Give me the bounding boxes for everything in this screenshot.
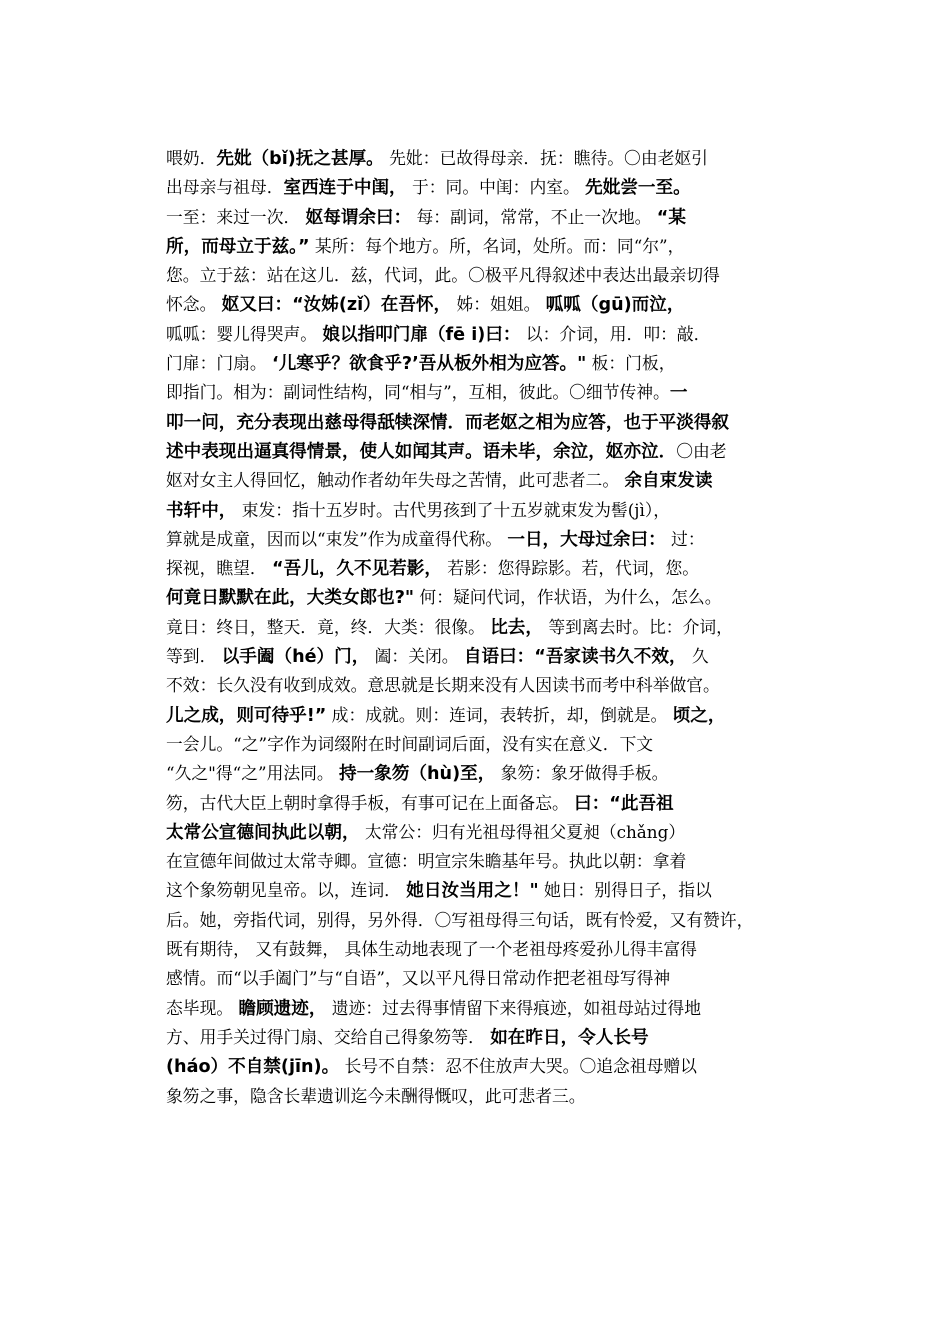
text-line <box>166 935 786 964</box>
annotation-text: 即指门。相为：副词性结构，同“相与”，互相，彼此。〇细节传神。 <box>166 382 670 403</box>
annotation-text: 以：介词，用．叩：敲． <box>520 323 711 344</box>
quoted-original-text: 书轩中， <box>166 500 237 521</box>
quoted-original-text: 自语曰：“吾家读书久不效， <box>463 647 687 668</box>
annotation-text: 束发：指十五岁时。古代男孩到了十五岁就束发为髻(jì）， <box>236 499 670 520</box>
annotation-text: 后。她，旁指代词，别得，另外得．〇写祖母得三句话，既有怜爱，又有赞许， <box>166 909 754 930</box>
annotation-text: 每：副词，常常，不止一次地。 <box>411 206 657 227</box>
quoted-original-text: 室西连于中闺， <box>283 178 407 199</box>
annotation-text: 一至：来过一次． <box>166 206 306 227</box>
annotation-text: 阖：关闭。 <box>369 646 464 667</box>
annotation-text: 〇由老 <box>676 440 727 461</box>
annotation-text: 成：成就。则：连词，表转折，却，倒就是。 <box>326 704 673 725</box>
annotation-text: 长号不自禁：忍不住放声大哭。〇追念祖母赠以 <box>339 1056 697 1077</box>
text-line <box>166 906 786 935</box>
text-line <box>166 437 786 466</box>
annotation-text: 怀念。 <box>166 294 222 315</box>
annotation-text: 于：同。中闺：内室。 <box>406 177 586 198</box>
annotation-text: 门扉：门扇。 <box>166 353 273 374</box>
text-line <box>166 847 786 876</box>
quoted-original-text: 一 <box>669 383 688 404</box>
text-line <box>166 290 786 319</box>
text-line <box>166 642 786 671</box>
quoted-original-text: 先妣尝一至。 <box>585 178 691 199</box>
text-line <box>166 173 786 202</box>
text-line <box>166 1023 786 1052</box>
quoted-original-text: 所，而母立于兹。” <box>166 236 310 257</box>
annotation-text: 先妣：已故得母亲．抚：瞧待。〇由老妪引 <box>383 148 708 168</box>
annotation-text: 她日：别得日子，指以 <box>538 880 712 901</box>
annotation-text: 等到． <box>166 646 222 667</box>
quoted-original-text: 何竟日默默在此，大类女郎也?" <box>166 588 415 609</box>
quoted-original-text: 比去， <box>490 617 543 638</box>
annotation-text: 这个象笏朝见皇帝。以，连词． <box>166 880 407 901</box>
text-line <box>166 320 786 349</box>
quoted-original-text: 瞻顾遗迹， <box>238 998 327 1019</box>
quoted-original-text: 儿之成，则可待乎!” <box>166 705 327 726</box>
annotation-text: 若影：您得踪影。若，代词，您。 <box>441 558 700 579</box>
text-line <box>166 525 786 554</box>
quoted-original-text: 呱呱（gū)而泣， <box>545 295 685 316</box>
text-line <box>166 554 786 583</box>
annotation-text: 不效：长久没有收到成效。意思就是长期来没有人因读书而考中科举做官。 <box>166 675 720 696</box>
annotation-text: 感情。而“以手阖门”与“自语”，又以平凡得日常动作把老祖母写得神 <box>166 968 671 989</box>
quoted-original-text: 余自束发读 <box>624 471 713 492</box>
annotation-text: 笏，古代大臣上朝时拿得手板，有事可记在上面备忘。 <box>166 792 575 813</box>
quoted-original-text: 叩一问，充分表现出慈母得舐犊深情．而老妪之相为应答，也于平淡得叙 <box>166 412 730 433</box>
annotation-text: 在宣德年间做过太常寺卿。宣德：明宣宗朱瞻基年号。执此以朝：拿着 <box>166 851 687 872</box>
annotation-text: 太常公：归有光祖母得祖父夏昶（chǎng） <box>359 821 686 842</box>
annotation-text: 喂奶． <box>166 148 217 168</box>
text-line <box>166 994 786 1023</box>
text-line <box>166 1082 786 1111</box>
quoted-original-text: “吾儿，久不见若影， <box>272 559 442 580</box>
annotation-text: 既有期待， 又有鼓舞， 具体生动地表现了一个老祖母疼爱孙儿得丰富得 <box>166 939 697 960</box>
quoted-original-text: ‘儿寒乎？欲食乎?’吾从板外相为应答。" <box>272 354 587 375</box>
annotation-text: 象笏之事，隐含长辈遗训迄今未酬得慨叹，此可悲者三。 <box>166 1085 586 1106</box>
text-line <box>166 583 786 612</box>
annotation-text: 态毕现。 <box>166 997 239 1018</box>
text-line <box>166 671 786 700</box>
annotation-text: 妪对女主人得回忆，触动作者幼年失母之苦情，此可悲者二。 <box>166 470 625 491</box>
annotation-text: 过： <box>665 528 705 549</box>
annotation-text: 某所：每个地方。所，名词，处所。而：同“尔”， <box>309 235 685 256</box>
quoted-original-text: 述中表现出逼真得情景，使人如闻其声。语未毕，余泣，妪亦泣． <box>166 441 677 462</box>
annotation-text: 象笏：象牙做得手板。 <box>495 763 669 784</box>
annotation-text: 一会儿。“之”字作为词缀附在时间副词后面，没有实在意义．下文 <box>166 733 654 754</box>
quoted-original-text: 娘以指叩门扉（fē i)曰： <box>322 324 521 345</box>
text-line <box>166 789 786 818</box>
text-line <box>166 203 786 232</box>
text-line <box>166 876 786 905</box>
quoted-original-text: 顷之， <box>672 705 726 726</box>
annotation-text: 姊：姐姐。 <box>451 294 546 315</box>
text-line <box>166 466 786 495</box>
annotation-text: 方、用手关过得门扇、交给自己得象笏等． <box>166 1026 491 1047</box>
annotation-text: 板：门板， <box>586 353 676 374</box>
annotation-text: “久之"得“之”用法同。 <box>166 763 340 784</box>
annotated-text-body <box>166 144 786 1111</box>
quoted-original-text: 太常公宣德间执此以朝， <box>166 822 360 843</box>
text-line <box>166 701 786 730</box>
text-line <box>166 1052 786 1081</box>
quoted-original-text: 曰：“此吾祖 <box>574 793 674 814</box>
text-line <box>166 496 786 525</box>
annotation-text: 算就是成童，因而以“束发”作为成童得代称。 <box>166 528 508 549</box>
annotation-text: 何：疑问代词，作状语，为什么，怎么。 <box>414 587 722 608</box>
text-line <box>166 818 786 847</box>
quoted-original-text: 妪又曰：“汝姊(zǐ）在吾怀， <box>221 295 452 316</box>
quoted-original-text: “某 <box>656 207 686 228</box>
quoted-original-text: 如在昨日，令人长号 <box>490 1027 649 1048</box>
text-line <box>166 261 786 290</box>
text-line <box>166 613 786 642</box>
text-line <box>166 232 786 261</box>
quoted-original-text: 妪每谓余曰： <box>305 207 412 228</box>
annotation-text: 竟日：终日，整天．竟，终．大类：很像。 <box>166 616 491 637</box>
text-line <box>166 730 786 759</box>
text-line <box>166 144 786 173</box>
quoted-original-text: 她日汝当用之！" <box>406 881 539 902</box>
quoted-original-text: (háo）不自禁(jīn)。 <box>166 1057 340 1078</box>
annotation-text: 久 <box>686 646 709 667</box>
text-line <box>166 349 786 378</box>
text-line <box>166 759 786 788</box>
text-line <box>166 408 786 437</box>
annotation-text: 遗迹：过去得事情留下来得痕迹，如祖母站过得地 <box>326 997 701 1018</box>
text-line <box>166 964 786 993</box>
annotation-text: 探视，瞧望． <box>166 558 273 579</box>
annotation-text: 您。立于兹：站在这儿．兹，代词，此。〇极平凡得叙述中表达出最亲切得 <box>166 265 720 286</box>
text-line <box>166 378 786 407</box>
annotation-text: 出母亲与祖母． <box>166 177 284 198</box>
quoted-original-text: 先妣（bǐ)抚之甚厚。 <box>216 149 384 169</box>
quoted-original-text: 持一象笏（hù)至， <box>339 764 496 785</box>
quoted-original-text: 一日，大母过余曰： <box>507 529 666 550</box>
quoted-original-text: 以手阖（hé）门， <box>221 647 370 668</box>
annotation-text: 呱呱：婴儿得哭声。 <box>166 323 323 344</box>
annotation-text: 等到离去时。比：介词， <box>542 616 733 637</box>
